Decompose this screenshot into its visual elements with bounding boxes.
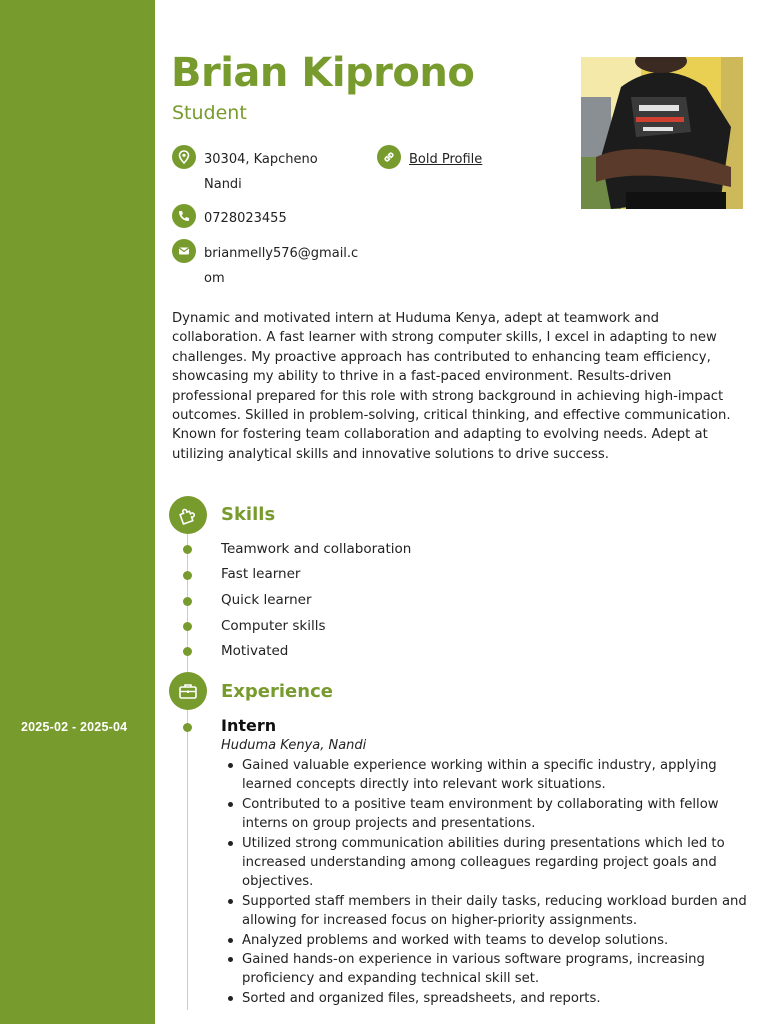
responsibility-item: Utilized strong communication abilities during presentations which led to increased understanding among colleagues regarding project goals and objectives. <box>242 834 747 892</box>
responsibility-item: Gained hands-on experience in various software programs, increasing proficiency and expanding technical skill set. <box>242 950 747 989</box>
skills-section-title: Skills <box>221 504 276 525</box>
candidate-name: Brian Kiprono <box>171 50 475 96</box>
responsibility-item: Contributed to a positive team environment by collaborating with fellow interns on group projects and presentations. <box>242 795 747 834</box>
map-pin-icon <box>172 145 196 169</box>
timeline-line <box>187 510 188 1010</box>
profile-photo-illustration <box>581 57 743 209</box>
address-line1: 30304, Kapcheno <box>204 152 318 167</box>
phone-icon <box>172 204 196 228</box>
skill-bullet <box>183 597 192 606</box>
puzzle-icon <box>169 496 207 534</box>
sidebar <box>0 0 155 1024</box>
responsibility-item: Sorted and organized files, spreadsheets, and reports. <box>242 989 747 1008</box>
email-line2: om <box>204 271 225 286</box>
job-responsibilities <box>242 756 747 1008</box>
skill-bullet <box>183 622 192 631</box>
job-title: Intern <box>221 716 277 735</box>
profile-photo <box>581 57 743 209</box>
contact-email <box>172 241 369 291</box>
skill-bullet <box>183 571 192 580</box>
address-line2: Nandi <box>204 177 242 192</box>
envelope-icon <box>172 239 196 263</box>
skill-item: Computer skills <box>221 618 326 634</box>
responsibility-item: Gained valuable experience working within a specific industry, applying learned concepts directly into relevant work situations. <box>242 756 747 795</box>
skill-item: Fast learner <box>221 566 301 582</box>
link-icon <box>377 145 401 169</box>
skill-item: Quick learner <box>221 592 312 608</box>
job-company: Huduma Kenya, Nandi <box>221 738 367 753</box>
experience-bullet <box>183 723 192 732</box>
skill-bullet <box>183 647 192 656</box>
contact-profile-link[interactable] <box>377 147 574 172</box>
contact-address <box>172 147 369 197</box>
briefcase-icon <box>169 672 207 710</box>
skill-item: Teamwork and collaboration <box>221 541 412 557</box>
responsibility-item: Analyzed problems and worked with teams to develop solutions. <box>242 931 747 950</box>
email-text <box>204 241 369 291</box>
experience-section-title: Experience <box>221 681 333 702</box>
responsibility-item: Supported staff members in their daily tasks, reducing workload burden and allowing for increased focus on higher-priority assignments. <box>242 892 747 931</box>
professional-summary: Dynamic and motivated intern at Huduma Kenya, adept at teamwork and collaboration. A fast learner with strong computer skills, I excel in adapting to new challenges. My proactive approach has contributed to enhancing team efficiency, showcasing my ability to thrive in a fast-paced environment. Results-driven professional prepared for this role with strong background in achieving high-impact outcomes. Skilled in problem-solving, critical thinking, and effective communication. Known for fostering team collaboration and adapting to evolving needs. Adept at utilizing analytical skills and innovative solutions to drive success. <box>172 311 731 462</box>
contact-phone <box>172 206 369 231</box>
email-line1: brianmelly576@gmail.c <box>204 246 359 261</box>
candidate-role: Student <box>172 102 247 124</box>
experience-date-range: 2025-02 - 2025-04 <box>21 720 128 734</box>
skill-bullet <box>183 545 192 554</box>
address-text <box>204 147 369 197</box>
phone-text: 0728023455 <box>204 211 287 226</box>
profile-link[interactable]: Bold Profile <box>409 152 483 167</box>
skill-item: Motivated <box>221 643 289 659</box>
